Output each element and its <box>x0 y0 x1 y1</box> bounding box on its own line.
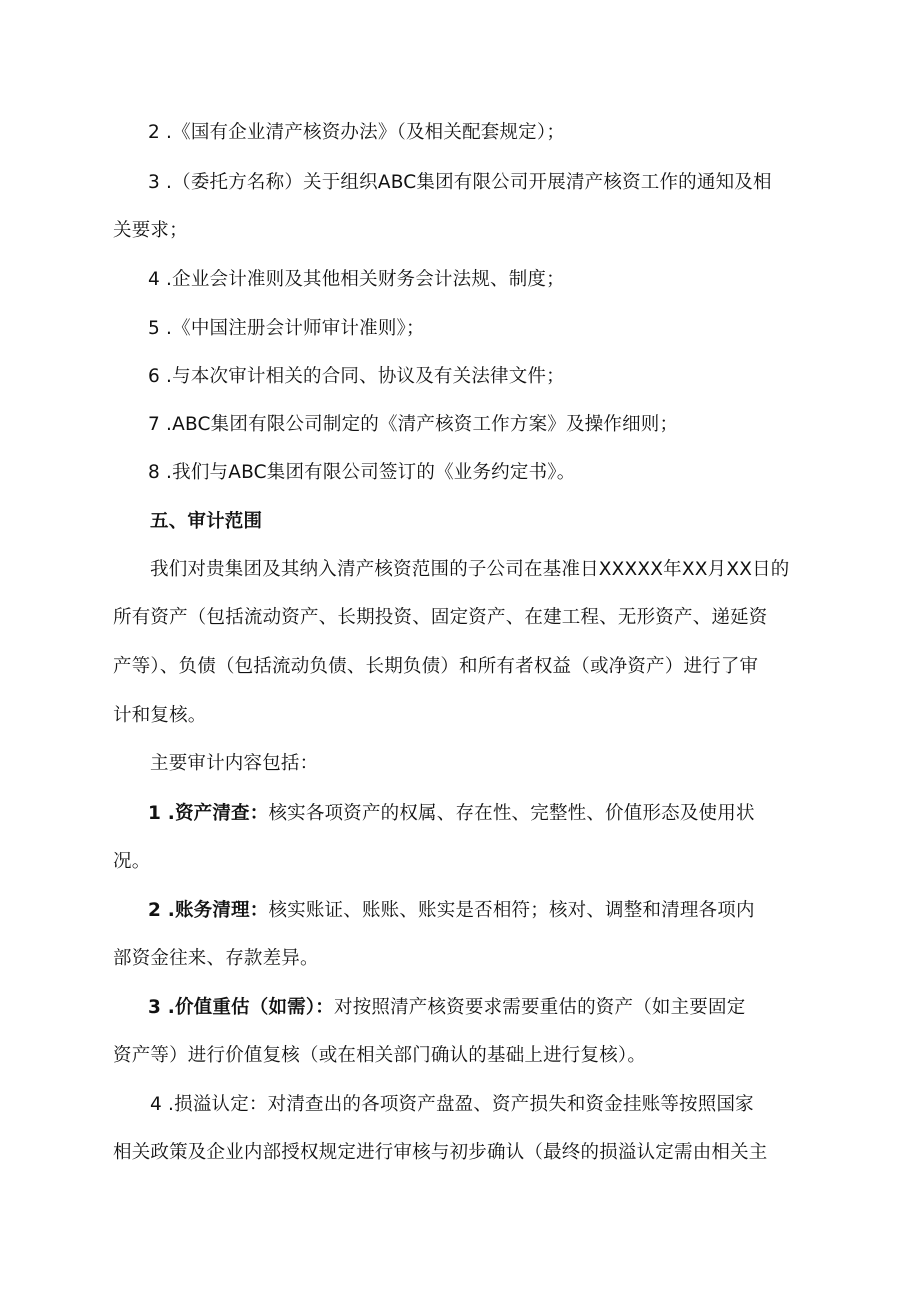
content-item-label: 3 .价值重估（如需）： <box>148 997 334 1018</box>
basis-item-2: 2 .《国有企业清产核资办法》（及相关配套规定）； <box>148 122 566 143</box>
content-item-1-continued: 况。 <box>113 851 151 872</box>
content-item-label: 4 .损溢认定： <box>150 1094 268 1115</box>
scope-line: 计和复核。 <box>113 705 207 726</box>
basis-item-3-continued: 关要求； <box>113 220 188 241</box>
basis-item-4: 4 .企业会计准则及其他相关财务会计法规、制度； <box>148 269 565 290</box>
content-item-text: 对按照清产核资要求需要重估的资产（如主要固定 <box>334 997 746 1018</box>
scope-line: 我们对贵集团及其纳入清产核资范围的子公司在基准日XXXXX年XX月XX日的 <box>150 559 790 580</box>
content-item-label: 2 .账务清理： <box>148 900 269 921</box>
basis-item-8: 8 .我们与ABC集团有限公司签订的《业务约定书》。 <box>148 462 576 483</box>
content-intro: 主要审计内容包括： <box>150 753 319 774</box>
scope-line: 产等）、负债（包括流动负债、长期负债）和所有者权益（或净资产）进行了审 <box>113 656 759 677</box>
content-item-2 <box>148 899 848 923</box>
content-item-3-continued: 资产等）进行价值复核（或在相关部门确认的基础上进行复核）。 <box>113 1045 647 1066</box>
content-item-text: 对清查出的各项资产盘盈、资产损失和资金挂账等按照国家 <box>267 1094 754 1115</box>
content-item-2-continued: 部资金往来、存款差异。 <box>113 948 319 969</box>
content-item-1 <box>148 802 848 826</box>
basis-item-7: 7 .ABC集团有限公司制定的《清产核资工作方案》及操作细则； <box>148 414 679 435</box>
content-item-4-continued: 相关政策及企业内部授权规定进行审核与初步确认（最终的损溢认定需由相关主 <box>113 1142 768 1163</box>
content-item-text: 核实账证、账账、账实是否相符；核对、调整和清理各项内 <box>268 900 755 921</box>
content-item-text: 核实各项资产的权属、存在性、完整性、价值形态及使用状 <box>268 803 755 824</box>
section-heading: 五、审计范围 <box>150 511 263 532</box>
content-item-label: 1 .资产清查： <box>148 803 269 824</box>
basis-item-6: 6 .与本次审计相关的合同、协议及有关法律文件； <box>148 366 565 387</box>
scope-line: 所有资产（包括流动资产、长期投资、固定资产、在建工程、无形资产、递延资 <box>113 607 768 628</box>
basis-item-3: 3 .（委托方名称）关于组织ABC集团有限公司开展清产核资工作的通知及相 <box>148 172 772 193</box>
content-item-3 <box>148 996 848 1020</box>
basis-item-5: 5 .《中国注册会计师审计准则》； <box>148 318 425 339</box>
content-item-4 <box>150 1093 850 1117</box>
